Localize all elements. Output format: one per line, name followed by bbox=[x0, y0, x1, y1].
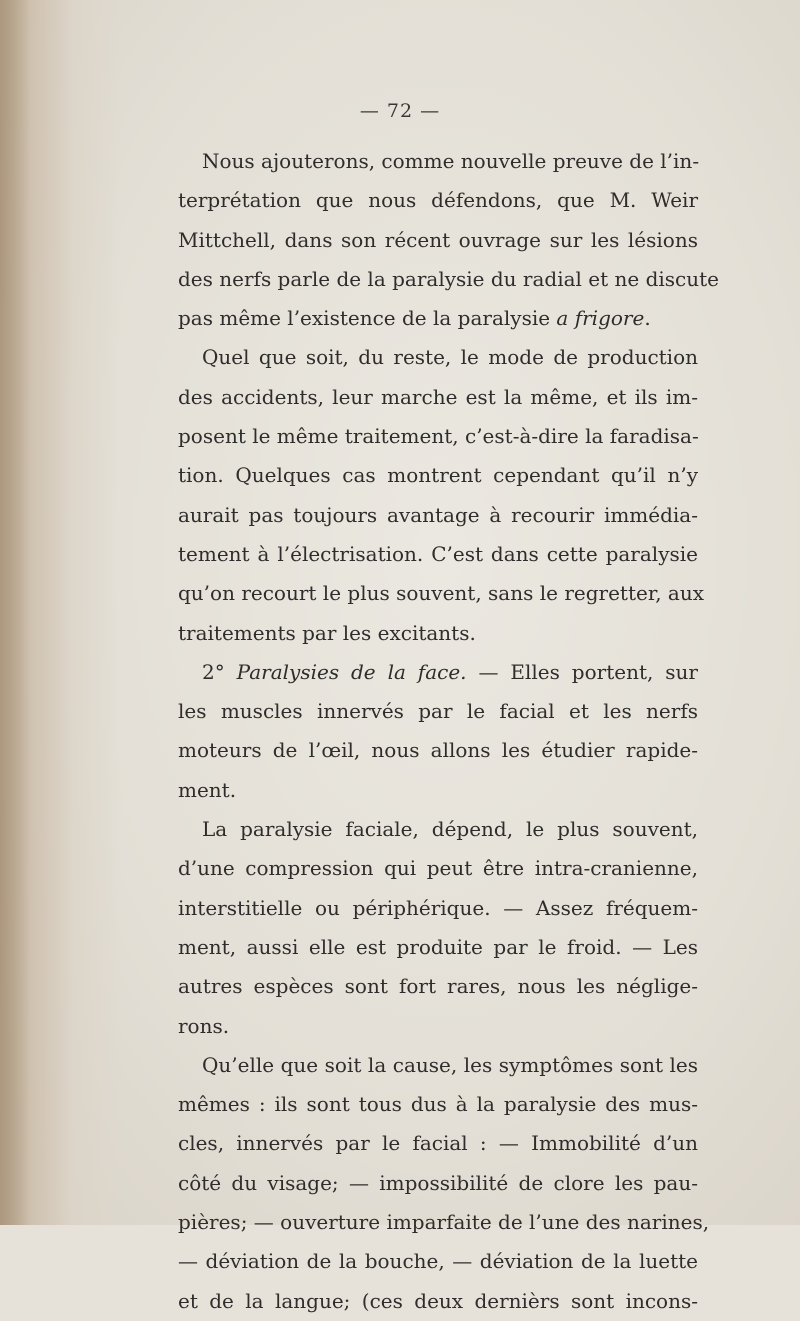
text-line: tion. Quelques cas montrent cependant qu’il n’y bbox=[178, 463, 698, 488]
text-line: qu’on recourt le plus souvent, sans le regretter, aux bbox=[178, 581, 704, 606]
text-run: pas même l’existence de la paralysie bbox=[178, 306, 557, 331]
text-line: cles, innervés par le facial : — Immobilité d’un bbox=[178, 1131, 698, 1156]
text-line: d’une compression qui peut être intra-cranienne, bbox=[178, 856, 698, 881]
text-line: mêmes : ils sont tous dus à la paralysie des mus- bbox=[178, 1092, 698, 1117]
text-line: posent le même traitement, c’est-à-dire la faradisa- bbox=[178, 424, 699, 449]
text-line: aurait pas toujours avantage à recourir immédia- bbox=[178, 502, 698, 527]
text-line: terprétation que nous défendons, que M. Weir bbox=[178, 188, 698, 213]
text-line: ment, aussi elle est produite par le froid. — Les bbox=[178, 934, 698, 959]
text-line: Quel que soit, du reste, le mode de production bbox=[202, 345, 698, 370]
text-line: Mittchell, dans son récent ouvrage sur les lésions bbox=[178, 227, 698, 252]
text-line: pières; — ouverture imparfaite de l’une des narines, bbox=[178, 1210, 710, 1235]
text-line: tement à l’électrisation. C’est dans cette paralysie bbox=[178, 541, 698, 566]
text-run: — Elles portent, sur bbox=[466, 659, 698, 684]
italic-text: a frigore bbox=[556, 306, 645, 331]
text-line: et de la langue; (ces deux dernièrs sont incons- bbox=[178, 1288, 698, 1313]
text-run: . bbox=[644, 306, 651, 331]
text-line: moteurs de l’œil, nous allons les étudier rapide- bbox=[178, 738, 698, 763]
text-line: rons. bbox=[178, 1013, 230, 1038]
text-line: autres espèces sont fort rares, nous les néglige- bbox=[178, 974, 698, 999]
text-line: Nous ajouterons, comme nouvelle preuve de l’in- bbox=[202, 149, 700, 173]
text-line: ment. bbox=[178, 777, 237, 802]
text-line: les muscles innervés par le facial et les nerfs bbox=[178, 699, 698, 724]
italic-text: Paralysies de la face. bbox=[236, 659, 467, 684]
text-line: des nerfs parle de la paralysie du radial et ne discute bbox=[178, 266, 719, 291]
text-line: traitements par les excitants. bbox=[178, 620, 476, 645]
text-line: des accidents, leur marche est la même, et ils im- bbox=[178, 384, 698, 409]
text-line: Qu’elle que soit la cause, les symptômes sont les bbox=[202, 1052, 698, 1077]
text-line bbox=[178, 653, 698, 692]
body-text bbox=[178, 142, 719, 1321]
text-line: — déviation de la bouche, — déviation de la luette bbox=[178, 1249, 698, 1274]
text-line: La paralysie faciale, dépend, le plus souvent, bbox=[202, 817, 698, 842]
page-edge-shadow bbox=[0, 0, 30, 1225]
text-run: 2° bbox=[202, 659, 237, 684]
text-line: interstitielle ou périphérique. — Assez fréquem- bbox=[178, 895, 698, 920]
text-line: côté du visage; — impossibilité de clore les pau- bbox=[178, 1170, 698, 1195]
page-number: — 72 — bbox=[359, 100, 441, 122]
text-line bbox=[178, 299, 698, 338]
